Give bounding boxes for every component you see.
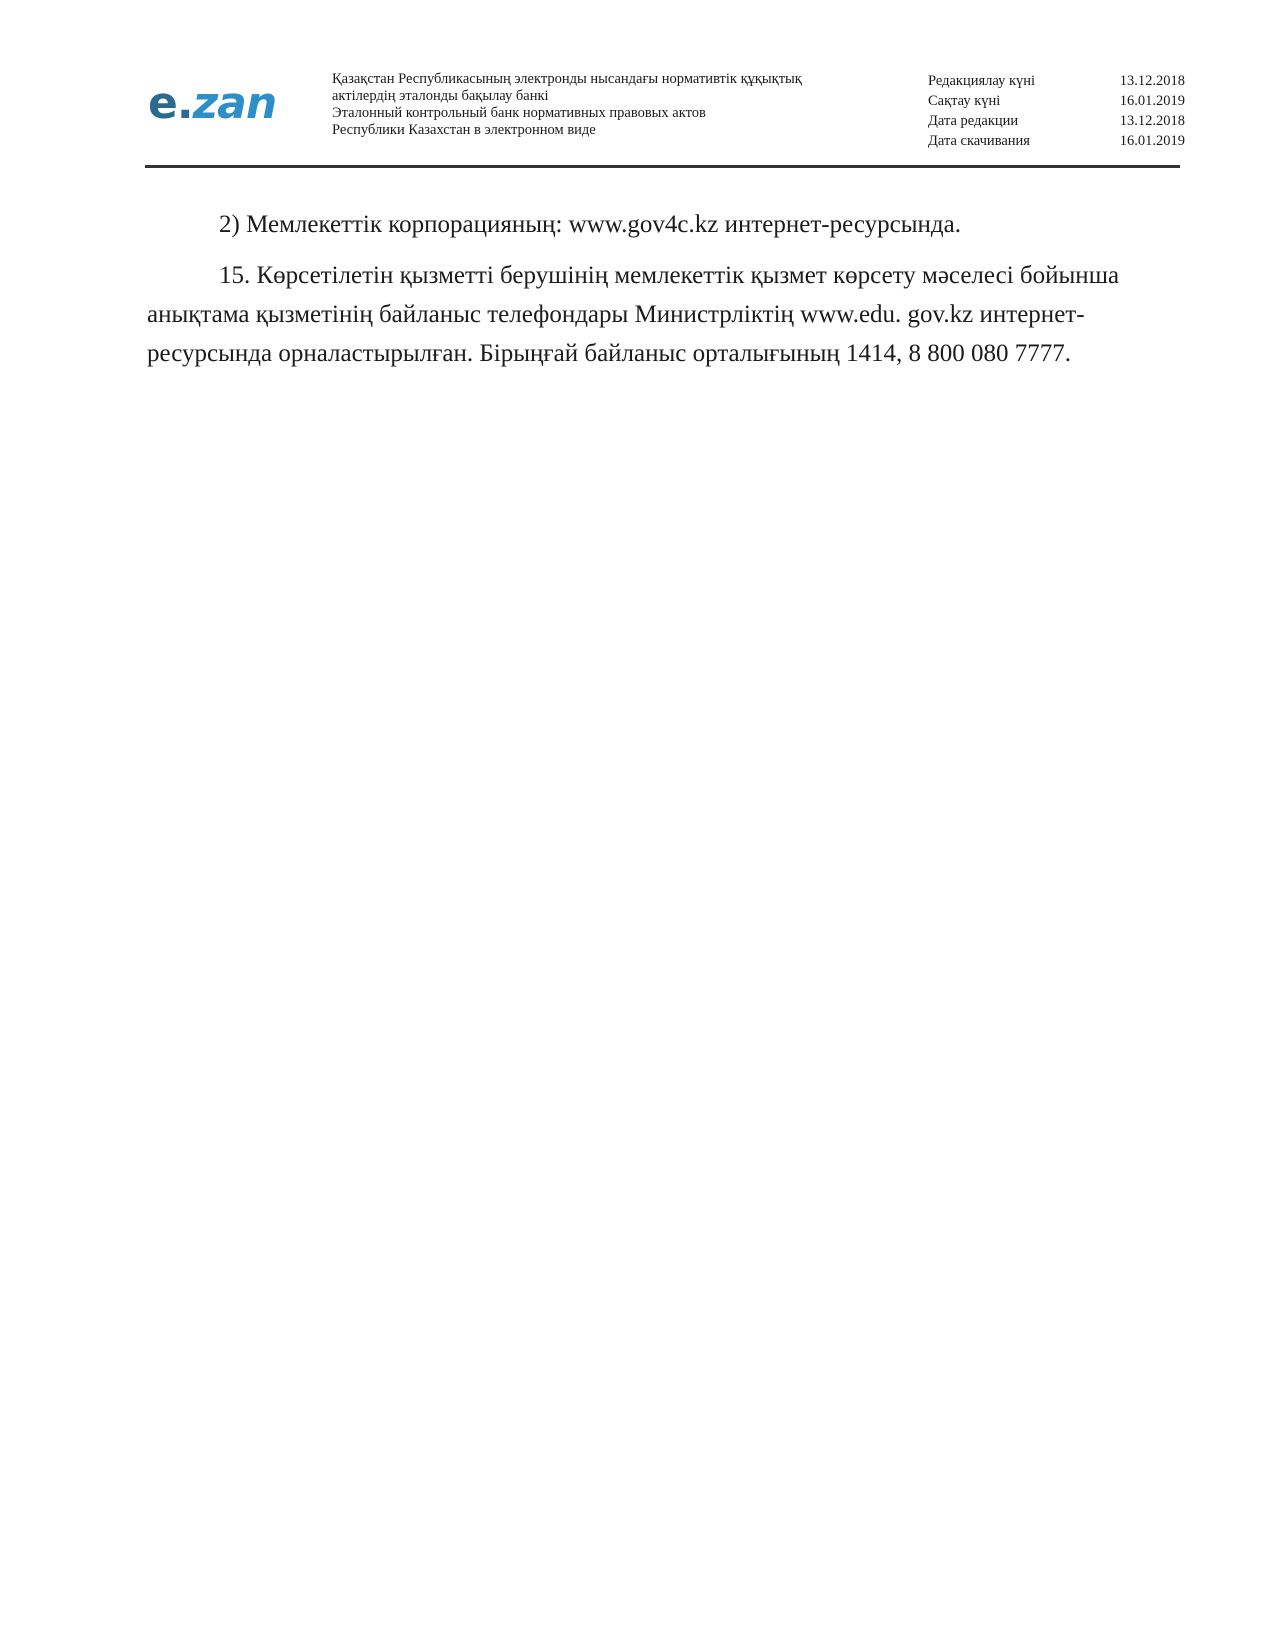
meta-value: 16.01.2019 xyxy=(1119,133,1185,149)
header-description xyxy=(332,71,892,139)
header-meta xyxy=(928,71,1185,151)
logo-zan: zan xyxy=(192,78,277,129)
meta-row-edit-date-ru xyxy=(928,111,1185,131)
meta-value: 13.12.2018 xyxy=(1119,73,1185,89)
description-line: Республики Казахстан в электронном виде xyxy=(332,122,596,138)
meta-row-save-date-kz xyxy=(928,91,1185,111)
document-header xyxy=(148,64,1185,164)
body-paragraph: 15. Көрсетілетін қызметті берушінің мемлекеттік қызмет көрсету мәселесі бойынша анықтама қызметінің байланыс телефондары Министрліктің www.edu. gov.kz интернет-ресурсында орналастырылған. Бірыңғай байланыс орталығының 1414, 8 800 080 7777. xyxy=(147,262,1120,367)
logo-e: e xyxy=(148,78,177,129)
meta-label: Дата редакции xyxy=(928,113,1019,129)
meta-row-edit-date-kz xyxy=(928,71,1185,91)
meta-label: Дата скачивания xyxy=(928,133,1030,149)
description-line: Қазақстан Республикасының электронды нысандағы нормативтік құқықтық xyxy=(332,71,802,87)
header-divider xyxy=(145,165,1180,168)
description-line: актілердің эталонды бақылау банкі xyxy=(332,88,549,104)
logo-dot: . xyxy=(176,78,193,129)
meta-row-download-date-ru xyxy=(928,131,1185,151)
meta-value: 16.01.2019 xyxy=(1119,93,1185,109)
ezan-logo xyxy=(148,78,277,129)
body-paragraph: 2) Мемлекеттік корпорацияның: www.gov4c.kz интернет-ресурсында. xyxy=(219,211,961,238)
document-body xyxy=(147,205,1164,385)
meta-label: Сақтау күні xyxy=(928,93,1001,109)
meta-value: 13.12.2018 xyxy=(1119,113,1185,129)
description-line: Эталонный контрольный банк нормативных правовых актов xyxy=(332,105,706,121)
meta-label: Редакциялау күні xyxy=(928,73,1036,89)
